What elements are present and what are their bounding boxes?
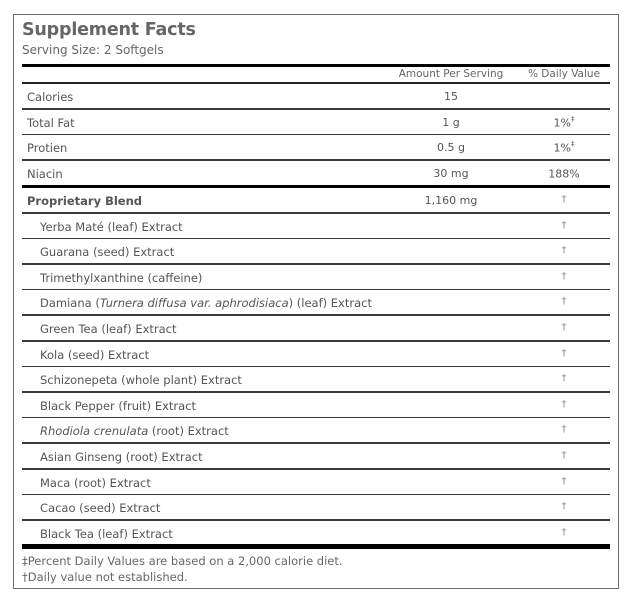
nutrient-amount: 0.5 g — [437, 141, 465, 154]
ingredient-name-pre: Kola (seed) Extract — [40, 347, 150, 362]
ingredient-row — [22, 521, 610, 547]
ingredient-name-post: (root) Extract — [148, 424, 229, 439]
nutrient-daily-value — [524, 116, 604, 130]
ingredient-name-pre: Green Tea (leaf) Extract — [40, 322, 177, 336]
ingredient-name — [40, 271, 202, 285]
ingredient-name — [40, 424, 229, 438]
double-dagger-mark: ‡ — [570, 140, 575, 148]
ingredient-name — [40, 348, 149, 362]
dv-value: 188% — [548, 167, 580, 181]
nutrient-amount: 15 — [444, 90, 458, 103]
nutrient-name: Total Fat — [27, 115, 75, 130]
nutrient-row — [22, 161, 610, 187]
ingredient-row — [22, 316, 610, 342]
ingredient-name-pre: Yerba Maté (leaf) Extract — [40, 219, 183, 234]
ingredient-name-pre: Black Tea (leaf) Extract — [40, 526, 173, 541]
divider-thick — [22, 64, 610, 67]
blend-name: Proprietary Blend — [27, 194, 142, 208]
nutrient-row — [22, 110, 610, 136]
ingredient-row — [22, 265, 610, 291]
ingredient-row — [22, 418, 610, 444]
ingredient-daily-value: † — [561, 373, 567, 385]
nutrient-row — [22, 135, 610, 161]
ingredient-daily-value: † — [561, 450, 567, 461]
ingredient-name-pre: Damiana ( — [40, 296, 100, 311]
ingredient-daily-value: † — [561, 322, 567, 333]
ingredient-daily-value: † — [561, 501, 567, 513]
ingredient-daily-value: † — [561, 296, 567, 308]
ingredient-name-pre: Trimethylxanthine (caffeine) — [40, 270, 203, 285]
ingredient-name-latin: Rhodiola crenulata — [40, 424, 149, 439]
nutrient-amount: 1 g — [442, 115, 460, 129]
double-dagger-mark: ‡ — [570, 114, 575, 123]
footnote-percent-dv: ‡Percent Daily Values are based on a 2,000 calorie diet. — [22, 554, 343, 568]
ingredient-daily-value: † — [561, 219, 567, 231]
nutrient-name: Calories — [27, 90, 74, 104]
ingredient-name — [40, 296, 372, 310]
ingredient-row — [22, 239, 610, 265]
blend-amount: 1,160 mg — [424, 194, 478, 207]
blend-header-row — [22, 188, 610, 214]
ingredient-daily-value: † — [561, 245, 567, 257]
ingredient-name-post: ) (leaf) Extract — [288, 296, 372, 311]
ingredient-name-pre: Asian Ginseng (root) Extract — [40, 450, 203, 464]
ingredient-name-pre: Cacao (seed) Extract — [40, 501, 161, 516]
ingredient-name-latin: Turnera diffusa var. aphrodisiaca — [99, 296, 289, 311]
ingredient-name — [40, 245, 174, 259]
ingredient-name — [40, 399, 196, 413]
nutrient-daily-value — [524, 141, 604, 155]
ingredient-daily-value: † — [561, 398, 567, 410]
column-header-amount: Amount Per Serving — [398, 68, 504, 80]
supplement-facts-panel — [13, 14, 619, 589]
ingredient-name-pre: Guarana (seed) Extract — [40, 245, 175, 260]
nutrient-daily-value — [524, 167, 604, 181]
ingredient-daily-value: † — [561, 424, 567, 436]
ingredient-row — [22, 444, 610, 470]
ingredient-row — [22, 214, 610, 240]
ingredient-row — [22, 342, 610, 368]
panel-title: Supplement Facts — [22, 20, 196, 40]
ingredient-daily-value: † — [561, 526, 567, 538]
ingredient-row — [22, 367, 610, 393]
ingredient-name — [40, 322, 177, 336]
footnote-dv-not-established: †Daily value not established. — [22, 570, 188, 584]
ingredient-name-pre: Maca (root) Extract — [40, 475, 151, 490]
blend-daily-value: † — [561, 194, 567, 205]
nutrient-row — [22, 84, 610, 110]
ingredient-daily-value: † — [561, 475, 567, 487]
ingredient-name — [40, 527, 173, 541]
ingredient-name — [40, 450, 203, 464]
ingredient-name — [40, 373, 242, 387]
ingredient-row — [22, 470, 610, 496]
ingredient-daily-value: † — [561, 270, 567, 282]
nutrient-amount: 30 mg — [433, 166, 469, 180]
ingredient-name — [40, 501, 160, 515]
ingredient-name-pre: Schizonepeta (whole plant) Extract — [40, 373, 242, 388]
ingredient-row — [22, 393, 610, 419]
serving-size: Serving Size: 2 Softgels — [22, 43, 164, 57]
dv-value: 1% — [553, 141, 571, 155]
ingredient-daily-value: † — [561, 347, 567, 359]
ingredient-row — [22, 290, 610, 316]
nutrient-name: Niacin — [27, 166, 63, 181]
dv-value: 1% — [553, 116, 571, 130]
ingredient-name-pre: Black Pepper (fruit) Extract — [40, 398, 197, 413]
ingredient-name — [40, 476, 151, 490]
ingredient-row — [22, 495, 610, 521]
ingredient-name — [40, 220, 183, 234]
column-header-daily-value: % Daily Value — [527, 68, 601, 80]
nutrient-name: Protien — [27, 141, 68, 155]
